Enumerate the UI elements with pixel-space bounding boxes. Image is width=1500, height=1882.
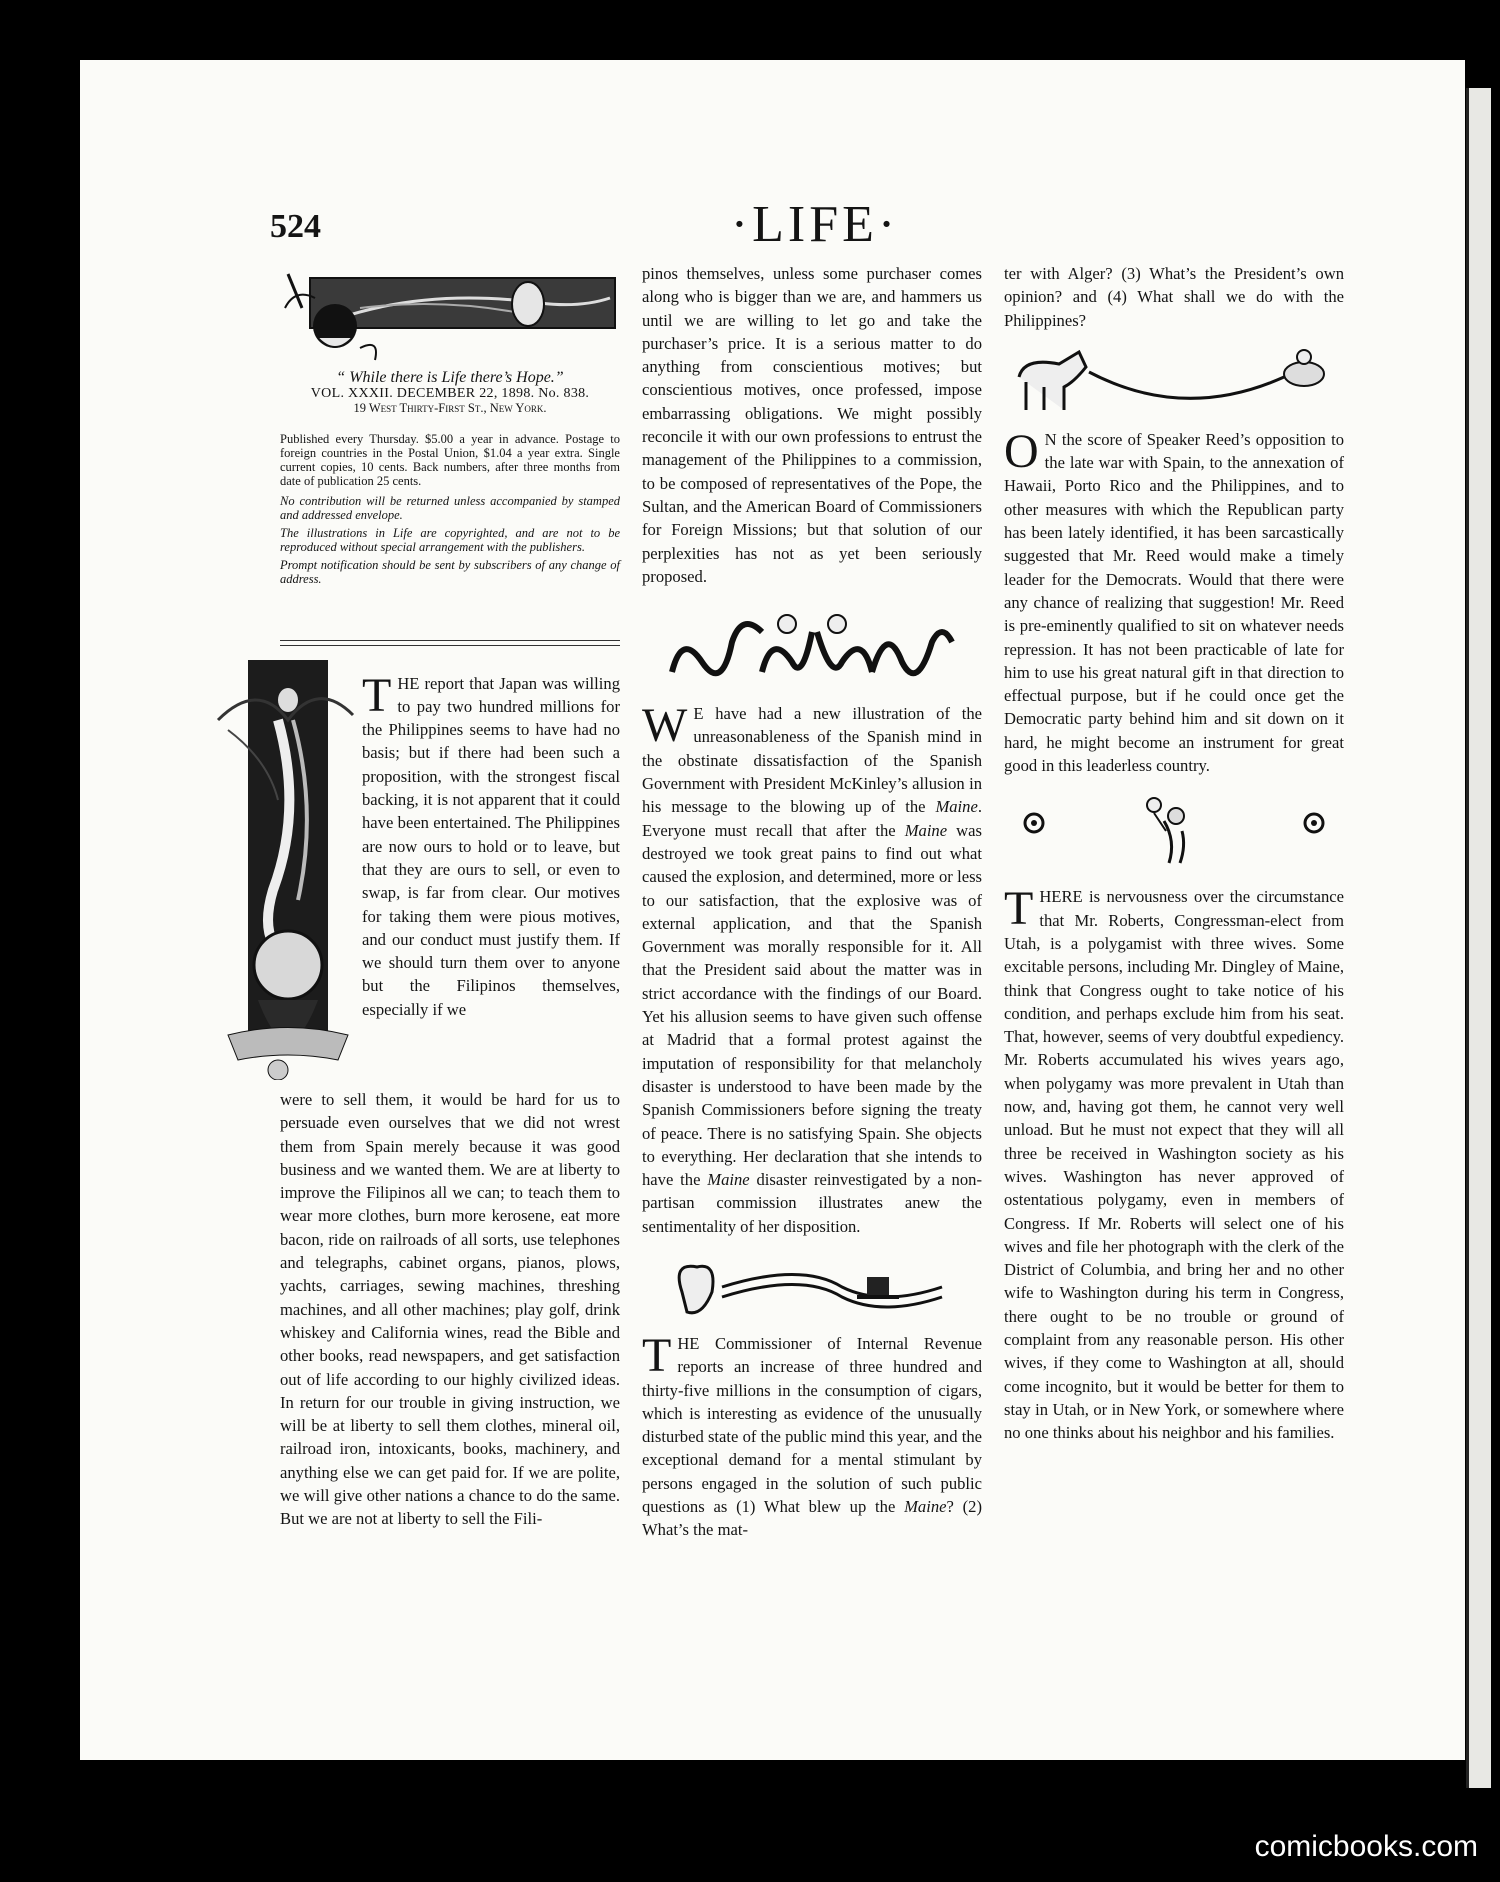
notice-contributions: No contribution will be returned unless accompanied by stamped and addressed envelope. (280, 494, 620, 522)
masthead: ·LIFE· (730, 196, 900, 253)
header-illustration (280, 268, 620, 366)
divider-rule (280, 640, 620, 641)
notice-subscription: Published every Thursday. $5.00 a year in advance. Postage to foreign countries in the Postal Union, $1.04 a year extra. Single current copies, 10 cents. Back numbers, after three months from date of publication 25 cents. (280, 432, 620, 488)
jug-and-hat-ornament (642, 1252, 982, 1322)
article-japan-end: pinos themselves, unless some purchaser comes along who is bigger than we are, and hammers us until we are willing to let go and take the purchaser’s price. It is a serious matter to do anything from conscientious motives; but conscientious motives, once professed, impose embarrassing obligations. We might possibly reconcile it with our own professions to entrust the management of the Philippines to a commission, to be composed of representatives of the Pope, the Sultan, and the American Board of Commissioners for Foreign Missions; but that solution of our perplexities has not as yet been seriously proposed. (642, 264, 982, 586)
flower-figure-ornament (1004, 791, 1344, 871)
angel-illustration (208, 660, 358, 1080)
article-reed: O N the score of Speaker Reed’s opposition to the late war with Spain, to the annexation of Hawaii, Porto Rico and the Philippines, and to other measures with which the Republican party has been lately identified, it has been sarcastically suggested that Mr. Reed would make a timely leader for the Democrats. Would that there were any chance of realizing that suggestion! Mr. Reed is pre-eminently qualified to sit on whatever needs repression. It has not been practicable of late for him to use his great natural gift in that direction to effectual purpose, but if he could once get the Democratic party behind him and sit down on it hard, he might become an instrument for great good in this leaderless country. (1004, 424, 1344, 776)
volume-line: VOL. XXXII. DECEMBER 22, 1898. No. 838. (310, 385, 590, 401)
drop-cap: T (362, 668, 392, 722)
donkey-ornament (1004, 342, 1344, 422)
watermark: comicbooks.com (1254, 1830, 1478, 1863)
address: 19 West Thirty-First St., New York. (353, 401, 547, 415)
article-cigars: THE Commissioner of Internal Revenue reports an increase of three hundred and thirty-five millions in the consumption of cigars, which is interesting as evidence of the unusually disturbed state of the public mind this year, and the exceptional demand for a mental stimulant by persons engaged in the solution of such public questions as (1) What blew up the Maine? (2) What’s the mat- (642, 1328, 982, 1540)
next-page-edge (1466, 88, 1491, 1788)
article-spain: W E have had a new illustration of the unreasonableness of the Spanish mind in the obstinate dissatisfaction of the Spanish Government with President McKinley’s allusion in his message to the blowing up of the Maine. Everyone must recall that after the Maine was destroyed we took great pains to find out what caused the explosion, and determined, more or less to our satisfaction, that the explosive was of external application, and that the Spanish Government was morally responsible for it. All that the President said about the matter was in strict accordance with the findings of our Board. Yet his allusion seems to have given such offense at Madrid that a formal protest against the imputation of responsibility for that melancholy disaster is understood to have been made by the Spanish Commissioners before signing the treaty of peace. There is no satisfying Spain. She objects to everything. Her declaration that she intends to have the Maine disaster reinvestigated by a non-partisan commission illustrates anew the sentimentality of her disposition. (642, 699, 982, 1236)
notice-address-change: Prompt notification should be sent by subscribers of any change of address. (280, 558, 620, 586)
serpents-ornament (642, 602, 982, 692)
article-roberts: THERE is nervousness over the circumstance that Mr. Roberts, Congressman-elect from Utah, is a polygamist with three wives. Some excitable persons, including Mr. Dingley of Maine, think that Congress ought to take notice of his condition, and perhaps exclude him from his seat. That, however, seems of very doubtful expediency. Mr. Roberts accumulated his wives years ago, when polygamy was more prevalent in Utah than now, and, having got them, he cannot very well unload. But he must not expect that they will all three be received in Washington society as his wives. Washington has never approved of ostentatious polygamy, even in members of Congress. If Mr. Roberts will select one of his wives and file her photograph with the clerk of the District of Columbia, and bring her and no other wife to Washington during his term in Congress, there ought to be no trouble or ground of complaint from any reasonable person. His other wives, if they come to Washington at all, should come incognito, but it would be better for them to stay in Utah, or in New York, or somewhere where no one thinks about his neighbor and his families. (1004, 882, 1344, 1443)
notice-copyright: The illustrations in Life are copyrighted, and are not to be reproduced without special arrangement with the publishers. (280, 526, 620, 554)
article-japan-continued: were to sell them, it would be hard for us to persuade even ourselves that we did not wrest them from Spain merely because it was good business and we wanted them. We are at liberty to improve the Filipinos all we can; to teach them to wear more clothes, burn more kerosene, eat more bacon, ride on railroads of all sorts, use telephones and telegraphs, cabinet organs, pianos, plows, yachts, carriages, sewing machines, threshing machines, and all other machines; play golf, drink whiskey and California wines, read the Bible and other books, read newspapers, and get satisfaction out of life according to our highly civilized ideas. In return for our trouble in giving instruction, we will be at liberty to sell them clothes, mineral oil, railroad iron, intoxicants, books, machinery, and anything else we can get paid for. If we are polite, we will give other nations a chance to do the same. But we are not at liberty to sell the Fili- (280, 1090, 620, 1529)
article-cigars-end: ter with Alger? (3) What’s the President’s own opinion? and (4) What shall we do with the Philippines? (1004, 264, 1344, 330)
column-3 (1004, 262, 1344, 1444)
article-japan-intro: THE report that Japan was willing to pay two hundred millions for the Philippines seems to have had no basis; but if there had been such a proposition, with the strongest fiscal backing, it is not apparent that it could have been entertained. The Philippines are now ours to hold or to leave, but that they are ours to sell, or even to swap, is far from clear. Our motives for taking them were pious motives, and our conduct must justify them. If we should turn them over to anyone but the Filipinos themselves, especially if we (362, 668, 620, 1019)
motto: “ While there is Life there’s Hope.” (336, 369, 564, 386)
divider-rule (280, 645, 620, 646)
publication-header (280, 370, 620, 417)
page-number: 524 (270, 208, 321, 245)
publication-notices (280, 432, 620, 592)
column-2 (642, 262, 982, 1542)
